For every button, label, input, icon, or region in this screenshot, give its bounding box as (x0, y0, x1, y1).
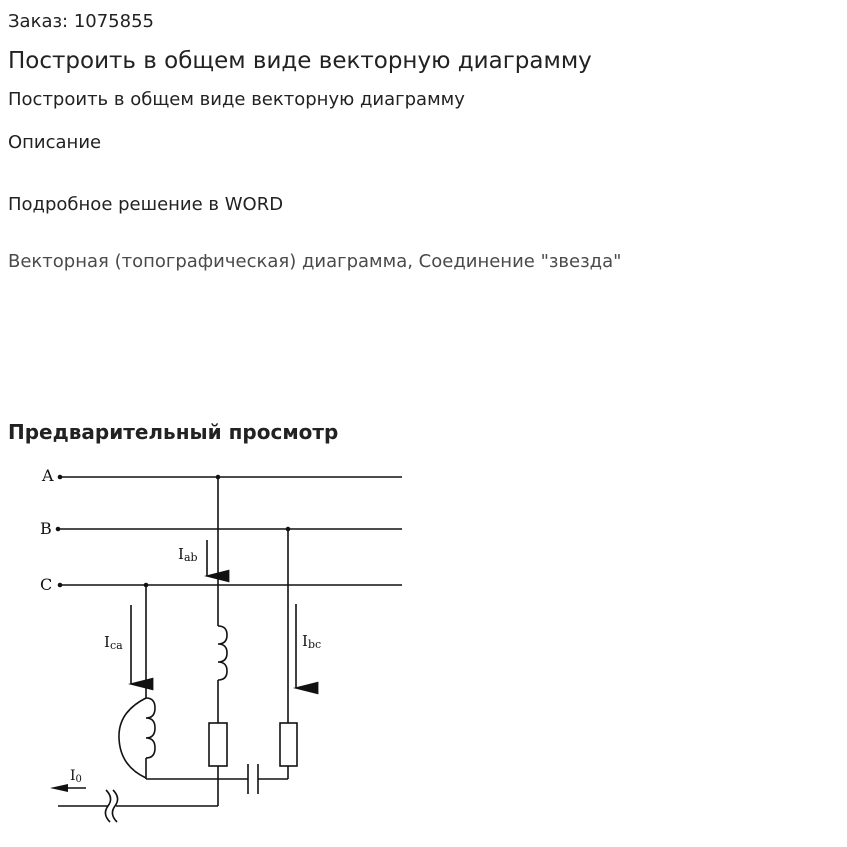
inductor-ab (218, 626, 227, 680)
resistor-bc (280, 723, 297, 766)
label-phase-c: C (40, 575, 53, 594)
label-phase-a: A (42, 466, 54, 485)
arrow-i0-head (50, 784, 68, 792)
resistor-ab (209, 723, 227, 766)
junction-b (286, 527, 291, 532)
junction-c (144, 583, 149, 588)
inductor-ca (146, 698, 155, 758)
description-heading: Описание (8, 132, 102, 153)
page-title: Построить в общем виде векторную диаграмму (8, 48, 592, 74)
label-iab: Iab (178, 545, 198, 564)
solution-description: Подробное решение в WORD (8, 194, 284, 215)
inductor-ca-core (119, 698, 146, 778)
terminal-c (58, 583, 63, 588)
label-ibc: Ibc (302, 632, 322, 651)
label-phase-b: B (40, 519, 52, 538)
terminal-a (58, 475, 63, 480)
junction-a (216, 475, 221, 480)
tags-line: Векторная (топографическая) диаграмма, Соединение "звезда" (8, 251, 622, 272)
terminal-b (56, 527, 61, 532)
preview-heading: Предварительный просмотр (8, 420, 339, 444)
label-ica: Ica (104, 633, 123, 652)
circuit-diagram (0, 460, 420, 830)
order-number: Заказ: 1075855 (8, 11, 154, 32)
page-subtitle: Построить в общем виде векторную диаграмму (8, 89, 465, 110)
label-i0: I0 (70, 768, 82, 785)
